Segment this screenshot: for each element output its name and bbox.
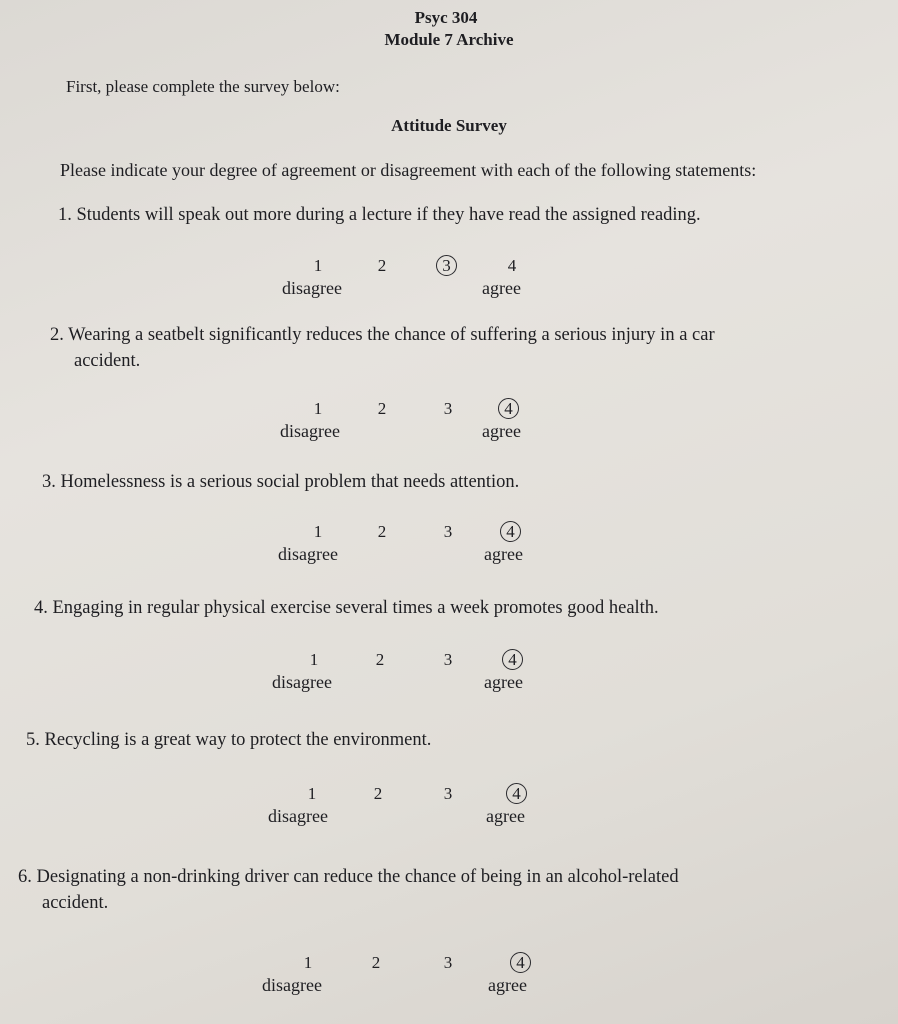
course-title: Psyc 304 [414,8,478,27]
option-3[interactable]: 3 [443,522,453,541]
question-text-continued: accident. [42,893,109,913]
question-text: Students will speak out more during a lecture if they have read the assigned reading. [76,205,701,225]
question-4 [34,595,659,621]
question-5 [26,727,431,753]
agree-label: agree [484,672,523,692]
option-1[interactable]: 1 [313,522,323,541]
option-2[interactable]: 2 [371,953,381,972]
question-text: Wearing a seatbelt significantly reduces the chance of suffering a serious injury in a car [68,325,715,345]
question-number: 6. [18,867,32,887]
option-2[interactable]: 2 [377,256,387,275]
survey-title: Attitude Survey [391,116,507,135]
question-number: 3. [42,472,56,492]
rating-scale-3 [276,522,576,572]
rating-scale-5 [268,784,568,834]
intro-text: First, please complete the survey below: [66,77,340,96]
option-4[interactable]: 4 [507,256,517,275]
option-4-selected[interactable]: 4 [498,398,519,419]
module-title: Module 7 Archive [384,30,514,49]
question-number: 4. [34,598,48,618]
question-2 [50,322,870,374]
rating-scale-2 [278,399,578,449]
option-1[interactable]: 1 [313,399,323,418]
question-text: Homelessness is a serious social problem that needs attention. [60,472,520,492]
option-1[interactable]: 1 [313,256,323,275]
option-2[interactable]: 2 [373,784,383,803]
option-2[interactable]: 2 [375,650,385,669]
option-3[interactable]: 3 [443,650,453,669]
disagree-label: disagree [280,421,340,441]
option-2[interactable]: 2 [377,399,387,418]
question-number: 1. [58,205,72,225]
question-number: 5. [26,730,40,750]
agree-label: agree [484,544,523,564]
agree-label: agree [488,975,527,995]
option-1[interactable]: 1 [303,953,313,972]
question-text: Recycling is a great way to protect the environment. [44,730,432,750]
question-text-continued: accident. [74,351,141,371]
disagree-label: disagree [278,544,338,564]
question-1 [58,202,701,228]
question-text: Designating a non-drinking driver can reduce the chance of being in an alcohol-related [36,867,679,887]
option-1[interactable]: 1 [307,784,317,803]
disagree-label: disagree [268,806,328,826]
rating-scale-1 [278,256,578,306]
question-text: Engaging in regular physical exercise several times a week promotes good health. [52,598,659,618]
option-2[interactable]: 2 [377,522,387,541]
option-1[interactable]: 1 [309,650,319,669]
disagree-label: disagree [272,672,332,692]
option-4-selected[interactable]: 4 [510,952,531,973]
instructions: Please indicate your degree of agreement or disagreement with each of the following statements: [60,160,757,180]
disagree-label: disagree [262,975,322,995]
option-4-selected[interactable]: 4 [506,783,527,804]
disagree-label: disagree [282,278,342,298]
option-3[interactable]: 3 [443,399,453,418]
agree-label: agree [486,806,525,826]
agree-label: agree [482,421,521,441]
option-3[interactable]: 3 [443,784,453,803]
agree-label: agree [482,278,521,298]
question-number: 2. [50,325,64,345]
option-4-selected[interactable]: 4 [500,521,521,542]
option-3-selected[interactable]: 3 [436,255,457,276]
option-4-selected[interactable]: 4 [502,649,523,670]
question-6 [18,864,888,916]
option-3[interactable]: 3 [443,953,453,972]
rating-scale-4 [272,650,572,700]
question-3 [42,469,519,495]
rating-scale-6 [262,953,562,1003]
